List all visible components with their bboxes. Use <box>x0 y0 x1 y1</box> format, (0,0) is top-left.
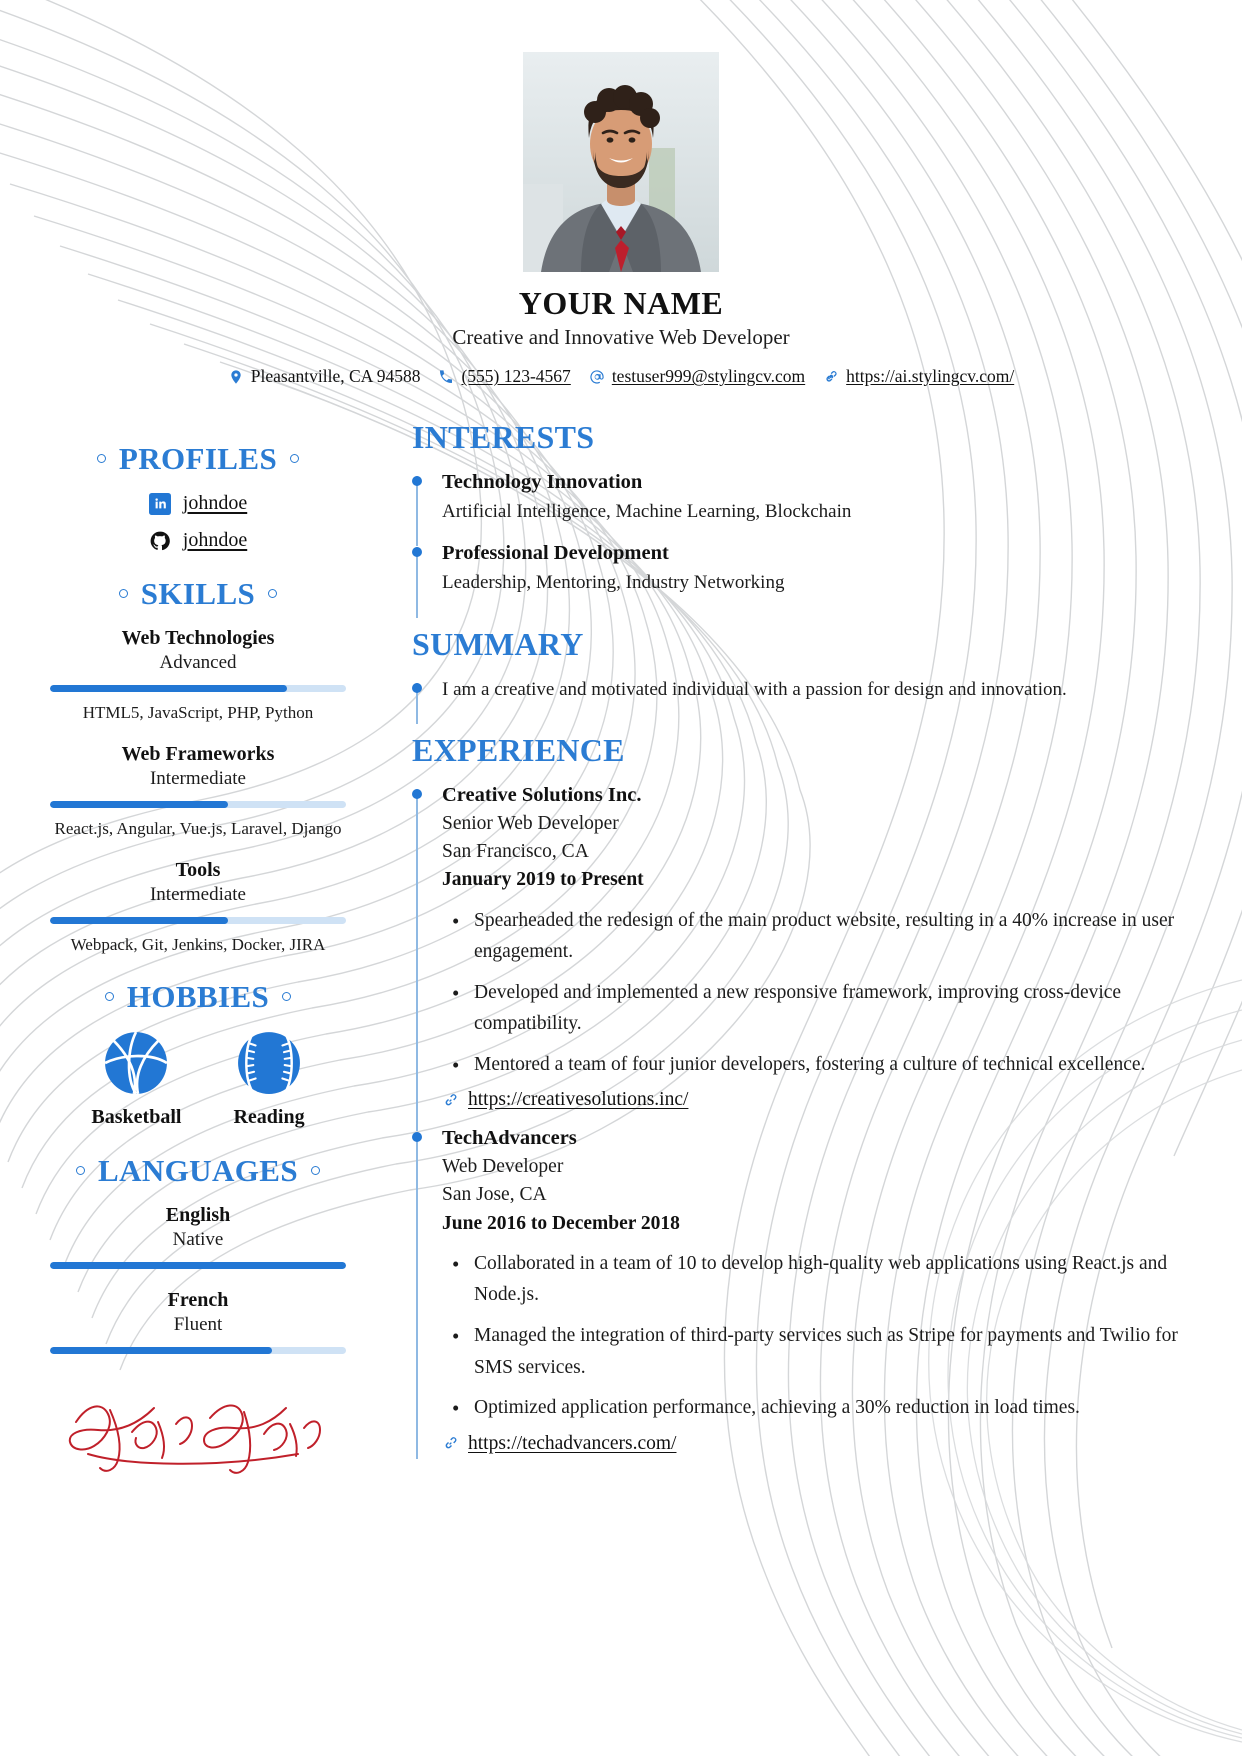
section-title-text: PROFILES <box>118 441 278 477</box>
language-progress-track <box>50 1347 346 1354</box>
circle-bullet-icon <box>119 589 128 598</box>
circle-bullet-icon <box>105 992 114 1001</box>
experience-url[interactable] <box>442 1089 1202 1111</box>
circle-bullet-icon <box>268 589 277 598</box>
section-header-hobbies <box>30 979 366 1015</box>
skill-progress-track <box>50 685 346 692</box>
contact-phone-text[interactable]: (555) 123-4567 <box>461 366 571 387</box>
experience-item <box>412 1125 1202 1468</box>
contact-website[interactable] <box>823 366 1014 387</box>
experience-item <box>412 782 1202 1125</box>
contact-info-row <box>0 366 1242 387</box>
link-icon <box>823 369 839 385</box>
skill-level: Advanced <box>159 652 237 674</box>
main-column <box>390 417 1242 1469</box>
interest-name: Technology Innovation <box>442 471 643 494</box>
interest-item <box>412 540 1202 611</box>
experience-bullet: • Spearheaded the redesign of the main product website, resulting in a 40% increase in user engagement. <box>442 905 1202 968</box>
linkedin-icon <box>149 493 171 515</box>
interest-item <box>412 469 1202 540</box>
resume-header <box>0 0 1242 387</box>
email-icon <box>589 369 605 385</box>
skill-level: Intermediate <box>149 768 246 790</box>
section-header-experience: EXPERIENCE <box>412 732 625 769</box>
contact-website-text[interactable]: https://ai.stylingcv.com/ <box>846 366 1015 387</box>
language-level: Fluent <box>173 1314 223 1336</box>
skill-progress-fill <box>50 917 228 924</box>
language-level: Native <box>172 1229 224 1251</box>
skill-item <box>30 627 366 723</box>
experience-company: Creative Solutions Inc. <box>442 784 642 807</box>
experience-location: San Jose, CA <box>442 1184 547 1206</box>
experience-bullet: • Collaborated in a team of 10 to develop high-quality web applications using React.js and Node.js. <box>442 1248 1202 1311</box>
contact-location-text: Pleasantville, CA 94588 <box>250 366 421 387</box>
location-pin-icon <box>228 369 244 385</box>
experience-url[interactable] <box>442 1433 1202 1455</box>
section-title-text: LANGUAGES <box>98 1153 298 1189</box>
link-icon <box>442 1435 459 1452</box>
language-item <box>30 1289 366 1354</box>
hobby-item-basketball <box>91 1030 181 1129</box>
language-item <box>30 1204 366 1269</box>
skill-name: Web Frameworks <box>121 743 275 766</box>
language-name: English <box>165 1204 231 1227</box>
signature <box>30 1388 366 1485</box>
circle-bullet-icon <box>311 1166 320 1175</box>
profile-linkedin[interactable] <box>30 492 366 515</box>
section-header-languages <box>30 1153 366 1189</box>
experience-company: TechAdvancers <box>442 1127 577 1150</box>
hobby-label: Reading <box>233 1106 305 1129</box>
skill-progress-fill <box>50 685 287 692</box>
profile-github[interactable] <box>30 529 366 552</box>
skill-progress-track <box>50 917 346 924</box>
baseball-icon <box>236 1030 302 1096</box>
section-title-text: HOBBIES <box>126 979 270 1015</box>
contact-email-text[interactable]: testuser999@stylingcv.com <box>611 366 806 387</box>
experience-dates: January 2019 to Present <box>442 869 644 891</box>
circle-bullet-icon <box>97 454 106 463</box>
experience-bullet: • Developed and implemented a new responsive framework, improving cross-device compatibility. <box>442 977 1202 1040</box>
skill-progress-fill <box>50 801 228 808</box>
experience-location: San Francisco, CA <box>442 840 589 862</box>
contact-location <box>228 366 421 387</box>
interest-name: Professional Development <box>442 542 669 565</box>
circle-bullet-icon <box>290 454 299 463</box>
experience-bullets <box>442 1248 1202 1424</box>
job-headline: Creative and Innovative Web Developer <box>452 325 790 350</box>
github-icon <box>149 530 171 552</box>
experience-bullet: • Managed the integration of third-party services such as Stripe for payments and Twilio for SMS services. <box>442 1320 1202 1383</box>
interest-keywords: Leadership, Mentoring, Industry Networking <box>442 572 785 594</box>
contact-email[interactable] <box>589 366 805 387</box>
profile-github-username[interactable]: johndoe <box>182 529 248 552</box>
circle-bullet-icon <box>76 1166 85 1175</box>
experience-bullet: • Mentored a team of four junior developers, fostering a culture of technical excellence. <box>442 1049 1202 1081</box>
section-header-interests: INTERESTS <box>412 419 595 456</box>
experience-url-text[interactable]: https://techadvancers.com/ <box>468 1432 677 1454</box>
section-header-profiles <box>30 441 366 477</box>
language-progress-fill <box>50 1347 272 1354</box>
interest-keywords: Artificial Intelligence, Machine Learning, Blockchain <box>442 500 852 522</box>
skill-item <box>30 743 366 839</box>
contact-phone[interactable] <box>438 366 570 387</box>
summary-text: I am a creative and motivated individual with a passion for design and innovation. <box>442 678 1067 700</box>
summary-item <box>412 676 1202 719</box>
experience-position: Web Developer <box>442 1156 564 1178</box>
hobby-label: Basketball <box>91 1106 182 1129</box>
avatar <box>523 52 719 272</box>
language-progress-track <box>50 1262 346 1269</box>
skill-keywords: HTML5, JavaScript, PHP, Python <box>82 703 314 723</box>
section-header-summary: SUMMARY <box>412 625 584 662</box>
page-title: YOUR NAME <box>518 285 724 321</box>
phone-icon <box>438 369 454 385</box>
skill-name: Tools <box>175 859 221 882</box>
language-name: French <box>167 1289 229 1312</box>
experience-bullet: • Optimized application performance, achieving a 30% reduction in load times. <box>442 1392 1202 1424</box>
skill-name: Web Technologies <box>121 627 275 650</box>
experience-url-text[interactable]: https://creativesolutions.inc/ <box>468 1089 689 1111</box>
section-header-skills <box>30 576 366 612</box>
hobbies-list <box>30 1030 366 1129</box>
circle-bullet-icon <box>282 992 291 1001</box>
basketball-icon <box>103 1030 169 1096</box>
skill-keywords: Webpack, Git, Jenkins, Docker, JIRA <box>70 935 326 955</box>
skill-progress-track <box>50 801 346 808</box>
experience-position: Senior Web Developer <box>442 812 619 834</box>
link-icon <box>442 1092 459 1109</box>
sidebar <box>0 417 390 1485</box>
profile-linkedin-username[interactable]: johndoe <box>182 492 248 515</box>
language-progress-fill <box>50 1262 346 1269</box>
skill-keywords: React.js, Angular, Vue.js, Laravel, Django <box>54 819 342 839</box>
experience-bullets <box>442 905 1202 1081</box>
skill-item <box>30 859 366 955</box>
hobby-item-reading <box>233 1030 304 1129</box>
skill-level: Intermediate <box>149 884 246 906</box>
experience-dates: June 2016 to December 2018 <box>442 1212 680 1234</box>
section-title-text: SKILLS <box>140 576 256 612</box>
